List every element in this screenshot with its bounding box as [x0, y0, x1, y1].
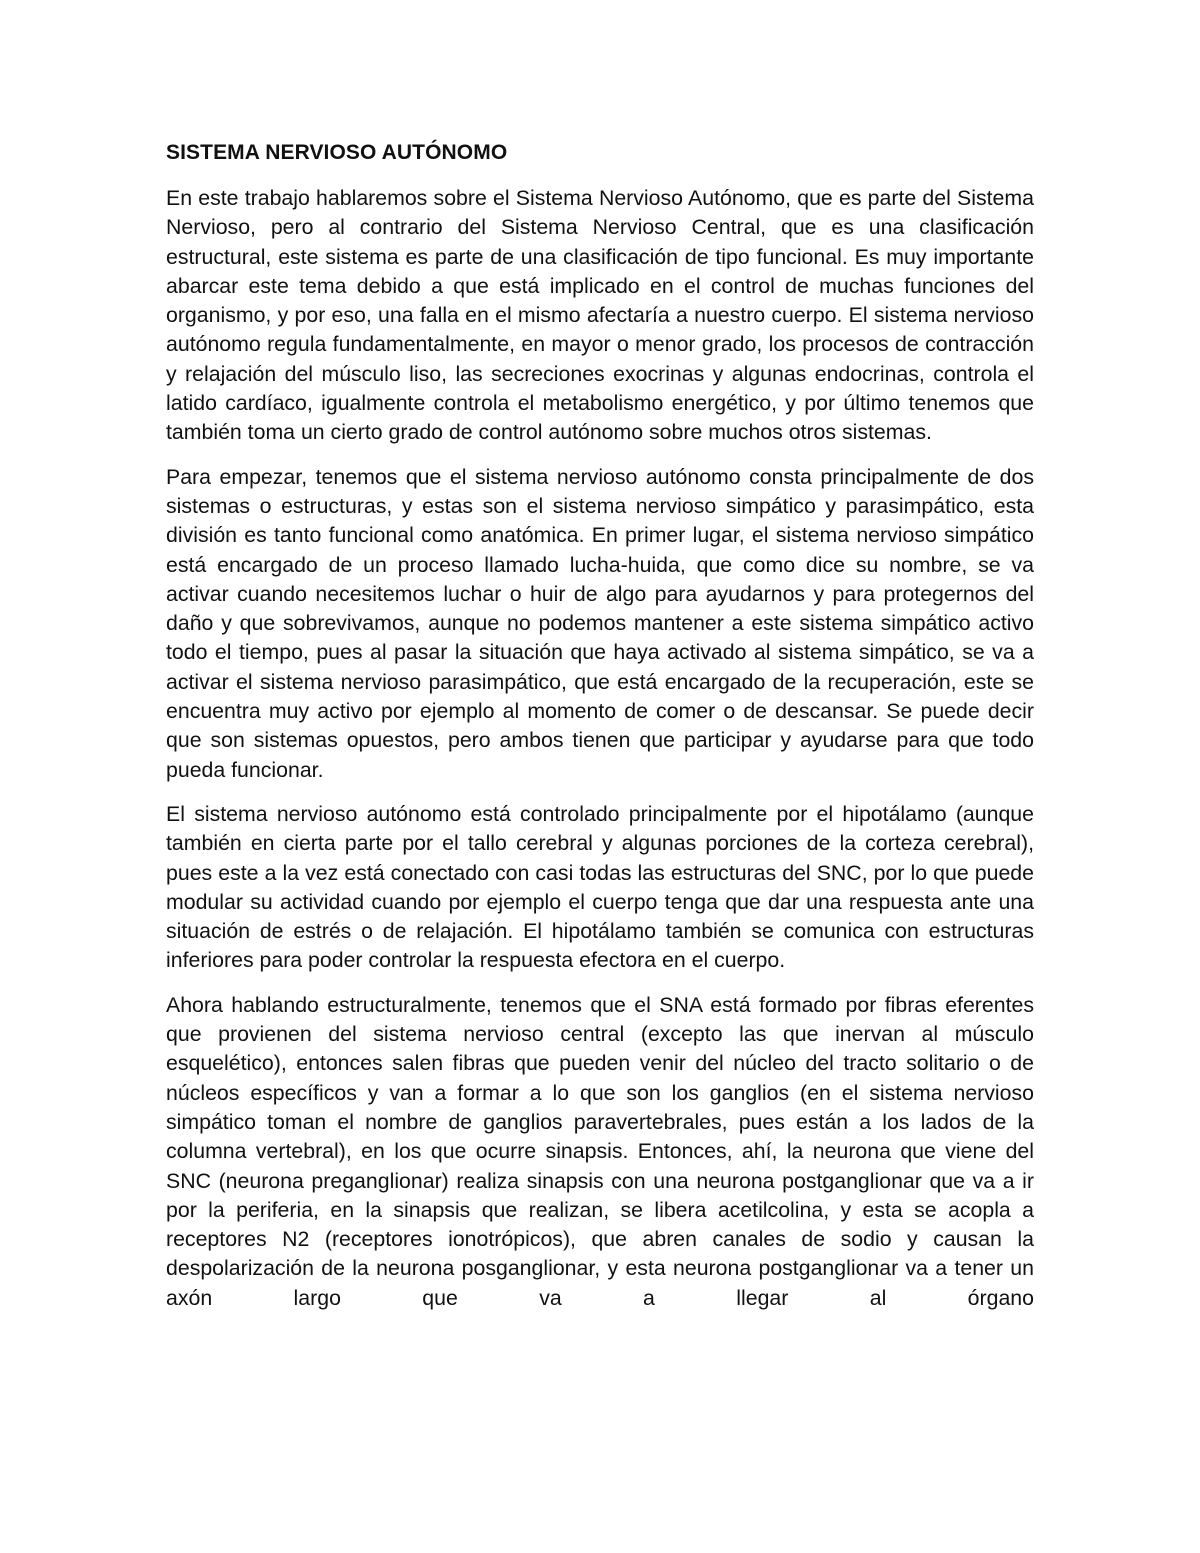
document-body [166, 138, 1034, 1328]
document-title: SISTEMA NERVIOSO AUTÓNOMO [166, 141, 508, 164]
paragraph-sympathetic-parasympathetic: Para empezar, tenemos que el sistema nervioso autónomo consta principalmente de dos sistemas o estructuras, y estas son el sistema nervioso simpático y parasimpático, esta división es tanto funcional como anatómica. En primer lugar, el sistema nervioso simpático está encargado de un proceso llamado lucha-huida, que como dice su nombre, se va activar cuando necesitemos luchar o huir de algo para ayudarnos y para protegernos del daño y que sobrevivamos, aunque no podemos mantener a este sistema simpático activo todo el tiempo, pues al pasar la situación que haya activado al sistema simpático, se va a activar el sistema nervioso parasimpático, que está encargado de la recuperación, este se encuentra muy activo por ejemplo al momento de comer o de descansar. Se puede decir que son sistemas opuestos, pero ambos tienen que participar y ayudarse para que todo pueda funcionar. [166, 464, 1034, 782]
paragraph-structure: Ahora hablando estructuralmente, tenemos que el SNA está formado por fibras eferentes que provienen del sistema nervioso central (excepto las que inervan al músculo esquelético), entonces salen fibras que pueden venir del núcleo del tracto solitario o de núcleos específicos y van a formar a lo que son los ganglios (en el sistema nervioso simpático toman el nombre de ganglios paravertebrales, pues están a los lados de la columna vertebral), en los que ocurre sinapsis. Entonces, ahí, la neurona que viene del SNC (neurona preganglionar) realiza sinapsis con una neurona postganglionar que va a ir por la periferia, en la sinapsis que realizan, se libera acetilcolina, y esta se acopla a receptores N2 (receptores ionotrópicos), que abren canales de sodio y causan la despolarización de la neurona posganglionar, y esta neurona postganglionar va a tener un axón largo que va a llegar al órgano [166, 992, 1034, 1310]
paragraph-introduction: En este trabajo hablaremos sobre el Sistema Nervioso Autónomo, que es parte del Sistema Nervioso, pero al contrario del Sistema Nervioso Central, que es una clasificación estructural, este sistema es parte de una clasificación de tipo funcional. Es muy importante abarcar este tema debido a que está implicado en el control de muchas funciones del organismo, y por eso, una falla en el mismo afectaría a nuestro cuerpo. El sistema nervioso autónomo regula fundamentalmente, en mayor o menor grado, los procesos de contracción y relajación del músculo liso, las secreciones exocrinas y algunas endocrinas, controla el latido cardíaco, igualmente controla el metabolismo energético, y por último tenemos que también toma un cierto grado de control autónomo sobre muchos otros sistemas. [166, 186, 1034, 445]
paragraph-hypothalamus-control: El sistema nervioso autónomo está controlado principalmente por el hipotálamo (aunque también en cierta parte por el tallo cerebral y algunas porciones de la corteza cerebral), pues este a la vez está conectado con casi todas las estructuras del SNC, por lo que puede modular su actividad cuando por ejemplo el cuerpo tenga que dar una respuesta ante una situación de estrés o de relajación. El hipotálamo también se comunica con estructuras inferiores para poder controlar la respuesta efectora en el cuerpo. [166, 801, 1034, 973]
